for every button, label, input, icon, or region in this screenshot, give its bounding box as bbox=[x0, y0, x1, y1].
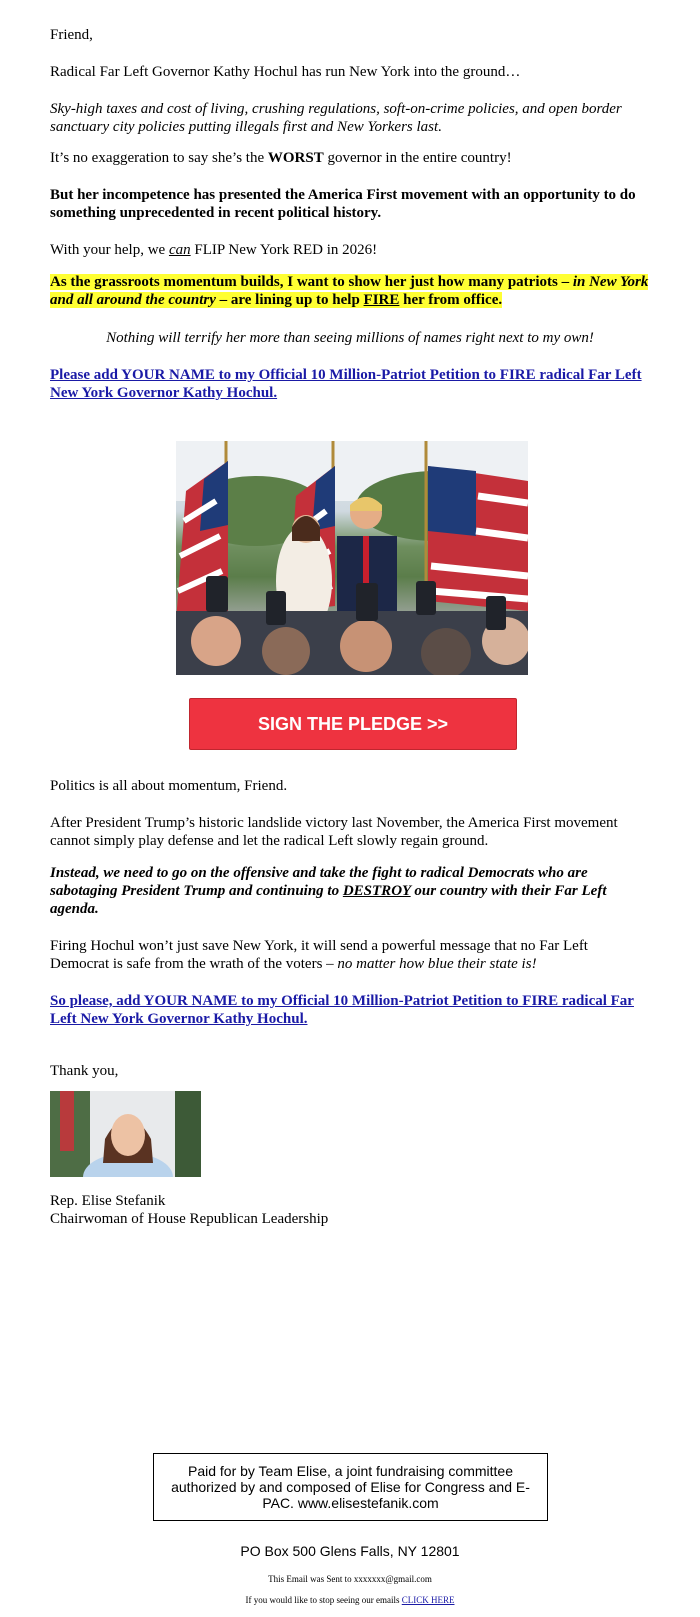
closing: Thank you, bbox=[50, 1063, 119, 1079]
email-content-top bbox=[50, 26, 650, 402]
text-underline: FIRE bbox=[363, 292, 400, 308]
text-italic: no matter how blue their state is! bbox=[337, 956, 537, 972]
paragraph-firing bbox=[50, 937, 650, 973]
unsubscribe-line bbox=[0, 1595, 700, 1605]
rally-photo bbox=[176, 441, 528, 675]
petition-link-2[interactable]: So please, add YOUR NAME to my Official 10 Million-Patriot Petition to FIRE radical Far Left New York Governor Kathy Hochul. bbox=[50, 993, 634, 1027]
text: It’s no exaggeration to say she’s the bbox=[50, 150, 268, 166]
text-underline: DESTROY bbox=[342, 883, 411, 899]
text: governor in the entire country! bbox=[323, 150, 512, 166]
quote: Nothing will terrify her more than seeing millions of names right next to my own! bbox=[106, 330, 594, 346]
paragraph-highlight bbox=[50, 273, 650, 309]
text-italic: in New York and all around the country bbox=[50, 274, 649, 308]
disclaimer-text: Paid for by Team Elise, a joint fundraising committee authorized by and composed of Elise for Congress and E-PAC. www.elisestefanik.com bbox=[171, 1463, 530, 1511]
paragraph-opportunity: But her incompetence has presented the America First movement with an opportunity to do something unprecedented in recent political history. bbox=[50, 187, 636, 221]
paragraph-offensive bbox=[50, 864, 650, 918]
text: – are lining up to help bbox=[215, 292, 364, 308]
text-bold: WORST bbox=[267, 150, 324, 166]
paid-for-disclaimer bbox=[153, 1453, 548, 1521]
email-content-bottom bbox=[50, 777, 650, 1028]
paragraph-worst bbox=[50, 149, 650, 167]
paragraph-landslide: After President Trump’s historic landslide victory last November, the America First movement cannot simply play defense and let the radical Left slowly regain ground. bbox=[50, 815, 618, 849]
text: As the grassroots momentum builds, I want to show her just how many patriots – bbox=[50, 274, 573, 290]
signature-name: Rep. Elise Stefanik bbox=[50, 1193, 166, 1209]
text: her from office. bbox=[399, 292, 503, 308]
greeting: Friend, bbox=[50, 27, 93, 43]
text: With your help, we bbox=[50, 242, 169, 258]
sign-pledge-button[interactable]: SIGN THE PLEDGE >> bbox=[189, 698, 517, 750]
text: our country with their Far Left agenda. bbox=[50, 883, 607, 917]
text: Instead, we need to go on the offensive and take the fight to radical Democrats who are sabotaging President Trump and continuing to bbox=[50, 865, 588, 899]
paragraph-flip bbox=[50, 241, 650, 259]
petition-link-1[interactable]: Please add YOUR NAME to my Official 10 Million-Patriot Petition to FIRE radical Far Left New York Governor Kathy Hochul. bbox=[50, 367, 642, 401]
signature-title: Chairwoman of House Republican Leadership bbox=[50, 1211, 329, 1227]
text-emphasis: can bbox=[168, 242, 191, 258]
paragraph-issues: Sky-high taxes and cost of living, crushing regulations, soft-on-crime policies, and open border sanctuary city policies putting illegals first and New Yorkers last. bbox=[50, 101, 622, 135]
unsubscribe-text: If you would like to stop seeing our emails bbox=[245, 1595, 402, 1605]
signature-block bbox=[50, 1192, 328, 1228]
text: Firing Hochul won’t just save New York, it will send a powerful message that no Far Left Democrat is safe from the wrath of the voters – bbox=[50, 938, 588, 972]
hero-photo[interactable] bbox=[176, 441, 528, 675]
text: FLIP New York RED in 2026! bbox=[190, 242, 378, 258]
mailing-address: PO Box 500 Glens Falls, NY 12801 bbox=[240, 1543, 460, 1559]
signature-photo bbox=[50, 1091, 201, 1177]
unsubscribe-link[interactable]: CLICK HERE bbox=[401, 1595, 455, 1605]
paragraph-momentum: Politics is all about momentum, Friend. bbox=[50, 778, 288, 794]
portrait-photo bbox=[50, 1091, 201, 1177]
sent-to-notice: This Email was Sent to xxxxxxx@gmail.com bbox=[268, 1574, 432, 1584]
paragraph-intro: Radical Far Left Governor Kathy Hochul has run New York into the ground… bbox=[50, 64, 521, 80]
